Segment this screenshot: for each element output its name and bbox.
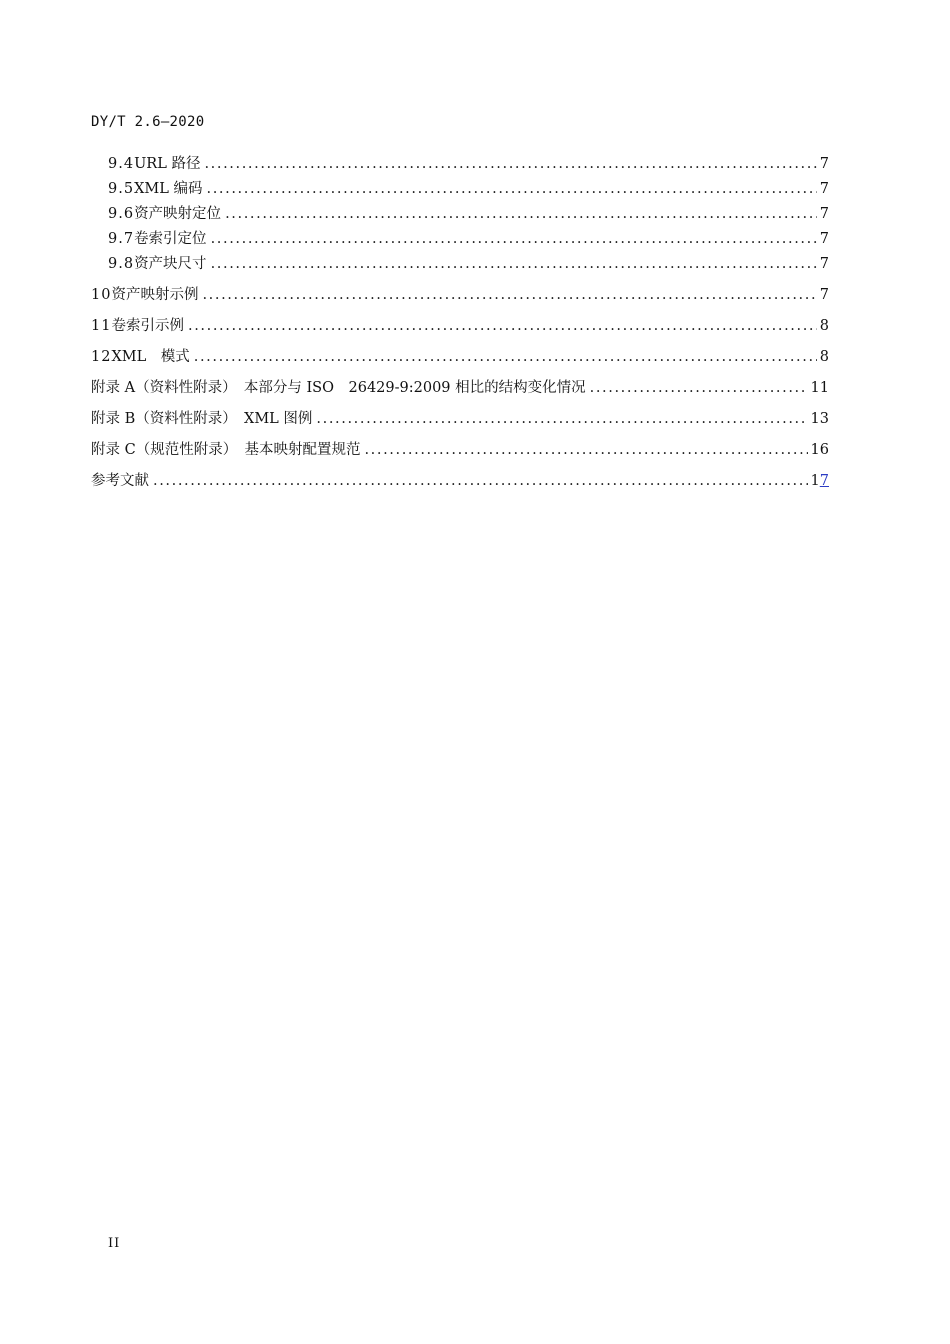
toc-entry-page: 8 [819,318,829,334]
toc-entry-page: 8 [819,349,829,365]
dot-leader [206,177,816,202]
toc-entry-9-5[interactable] [91,177,829,202]
table-of-contents [91,152,829,494]
toc-entry-9-7[interactable] [91,227,829,252]
toc-entry-title: XML 模式 [111,349,190,365]
toc-entry-number: 9.8 [108,256,135,272]
toc-entry-9-6[interactable] [91,202,829,227]
toc-entry-page: 7 [819,156,829,172]
dot-leader [153,469,808,494]
toc-entry-title: 资产映射定位 [134,206,222,222]
toc-entry-page: 7 [819,231,829,247]
toc-entry-title: 卷索引示例 [111,318,184,334]
toc-entry-9-4[interactable] [91,152,829,177]
toc-entry-page: 7 [819,256,829,272]
toc-entry-page: 7 [819,181,829,197]
toc-entry-number: 9.4 [108,156,135,172]
toc-entry-page: 7 [819,287,829,303]
toc-entry-9-8[interactable] [91,252,829,277]
dot-leader [225,202,817,227]
dot-leader [364,438,807,463]
toc-entry-number: 10 [91,287,112,303]
document-code-header: DY/T 2.6—2020 [91,114,205,130]
toc-entry-title: 附录 C（规范性附录） 基本映射配置规范 [91,442,361,458]
toc-entry-page-link[interactable] [811,469,829,494]
dot-leader [188,314,817,339]
toc-entry-page: 13 [810,411,829,427]
toc-entry-number: 9.6 [108,206,135,222]
toc-entry-title: XML 编码 [134,181,203,197]
toc-entry-appendix-b[interactable] [91,407,829,432]
toc-entry-10[interactable] [91,283,829,308]
toc-entry-number: 12 [91,349,112,365]
toc-entry-page: 7 [819,206,829,222]
toc-entry-references[interactable] [91,469,829,494]
dot-leader [316,407,807,432]
toc-entry-number: 9.7 [108,231,135,247]
toc-entry-appendix-c[interactable] [91,438,829,463]
page-number-footer: II [108,1236,121,1251]
toc-entry-page: 11 [810,380,829,396]
dot-leader [211,252,817,277]
dot-leader [211,227,817,252]
toc-entry-page: 16 [810,442,829,458]
toc-entry-title: 附录 A（资料性附录） 本部分与 ISO 26429-9:2009 相比的结构变化情况 [91,380,586,396]
toc-entry-title: 资产映射示例 [111,287,199,303]
toc-entry-title: 参考文献 [91,473,149,489]
dot-leader [590,376,808,401]
toc-entry-12[interactable] [91,345,829,370]
dot-leader [204,152,816,177]
toc-entry-number: 11 [91,318,112,334]
toc-entry-title: 卷索引定位 [134,231,207,247]
toc-entry-11[interactable] [91,314,829,339]
dot-leader [194,345,817,370]
dot-leader [202,283,816,308]
toc-entry-number: 9.5 [108,181,135,197]
page-digit-linked[interactable]: 7 [819,473,829,489]
toc-entry-title: 附录 B（资料性附录） XML 图例 [91,411,313,427]
toc-entry-appendix-a[interactable] [91,376,829,401]
page-digit: 1 [810,473,820,489]
toc-entry-title: 资产块尺寸 [134,256,207,272]
toc-entry-title: URL 路径 [134,156,201,172]
